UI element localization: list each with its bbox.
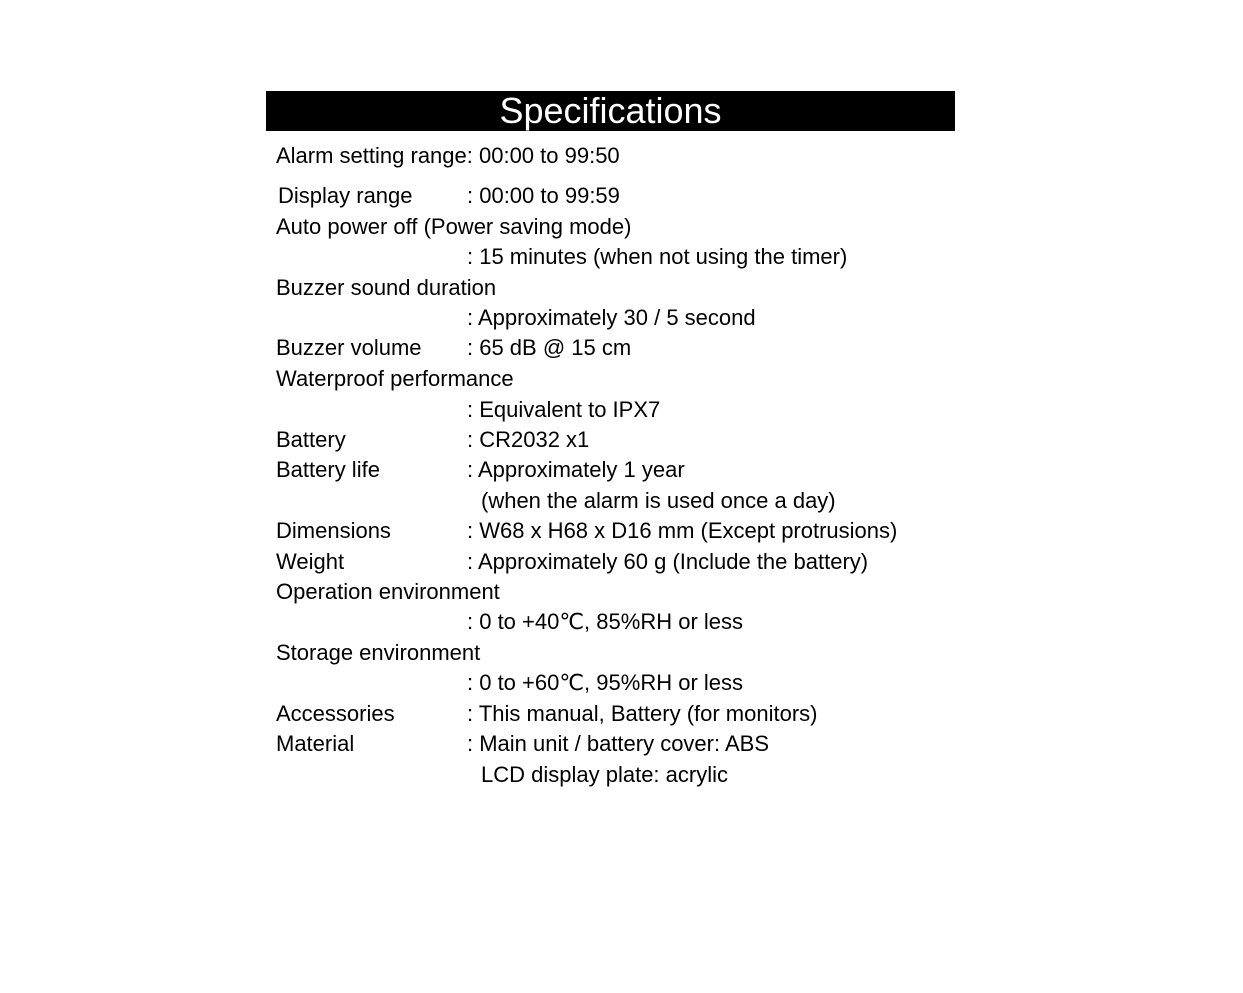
auto-power-label: Auto power off (Power saving mode) [276,214,632,239]
waterproof-value: : Equivalent to IPX7 [467,397,661,422]
buzzer-duration-value: : Approximately 30 / 5 second [467,305,756,330]
page-title: Specifications [266,91,955,131]
weight-value: : Approximately 60 g (Include the battery) [467,549,869,574]
auto-power-value: : 15 minutes (when not using the timer) [467,244,848,269]
buzzer-duration-label: Buzzer sound duration [276,275,497,300]
buzzer-volume-label: Buzzer volume [276,335,422,360]
material-value: : Main unit / battery cover: ABS [467,731,770,756]
battery-value: : CR2032 x1 [467,427,590,452]
weight-label: Weight [276,549,345,574]
material-note: LCD display plate: acrylic [481,762,728,787]
display-range-label: Display range [278,183,413,208]
storage-env-value: : 0 to +60℃, 95%RH or less [467,670,743,695]
dimensions-label: Dimensions [276,518,391,543]
battery-life-note: (when the alarm is used once a day) [481,488,836,513]
battery-life-label: Battery life [276,457,380,482]
battery-life-value: : Approximately 1 year [467,457,685,482]
battery-label: Battery [276,427,346,452]
accessories-label: Accessories [276,701,395,726]
operation-env-label: Operation environment [276,579,500,604]
storage-env-label: Storage environment [276,640,481,665]
material-label: Material [276,731,355,756]
alarm-range-text: Alarm setting range: 00:00 to 99:50 [276,143,620,168]
accessories-value: : This manual, Battery (for monitors) [467,701,818,726]
operation-env-value: : 0 to +40℃, 85%RH or less [467,609,743,634]
display-range-value: : 00:00 to 99:59 [467,183,620,208]
buzzer-volume-value: : 65 dB @ 15 cm [467,335,632,360]
dimensions-value: : W68 x H68 x D16 mm (Except protrusions) [467,518,898,543]
waterproof-label: Waterproof performance [276,366,514,391]
